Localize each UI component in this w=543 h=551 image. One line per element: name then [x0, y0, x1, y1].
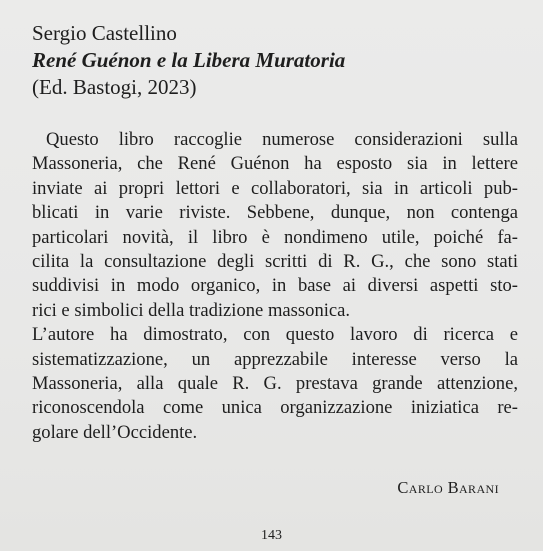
- review-line: inviate ai propri lettori e collaboratori, sia in articoli pub-: [32, 177, 518, 199]
- review-line: golare dell’Occidente.: [32, 421, 198, 443]
- review-line: sistematizzazione, un apprezzabile interesse verso la: [32, 348, 518, 370]
- review-line: L’autore ha dimostrato, con questo lavoro di ricerca e: [32, 324, 518, 346]
- review-line: Massoneria, alla quale R. G. prestava grande attenzione,: [32, 373, 518, 395]
- page-number: 143: [261, 528, 282, 543]
- review-line: riconoscendola come unica organizzazione iniziatica re-: [32, 397, 518, 419]
- book-title: René Guénon e la Libera Muratoria: [32, 48, 346, 72]
- review-line: rici e simbolici della tradizione massonica.: [32, 299, 351, 321]
- review-line: cilita la consultazione degli scritti di R. G., che sono stati: [32, 251, 518, 273]
- book-author: Sergio Castellino: [32, 21, 177, 45]
- review-line: particolari novità, il libro è nondimeno utile, poiché fa-: [32, 226, 518, 248]
- review-line: Massoneria, che René Guénon ha esposto sia in lettere: [32, 153, 518, 175]
- signature-name: Carlo Barani: [397, 478, 499, 497]
- review-text: [32, 128, 518, 445]
- review-line: suddivisi in modo organico, in base ai diversi aspetti sto-: [32, 275, 518, 297]
- review-signature: [397, 478, 499, 498]
- review-line: blicati in varie riviste. Sebbene, dunque, non contenga: [32, 202, 518, 224]
- book-publisher: (Ed. Bastogi, 2023): [32, 75, 197, 99]
- book-reference: [32, 20, 532, 101]
- review-line: Questo libro raccoglie numerose considerazioni sulla: [46, 129, 518, 150]
